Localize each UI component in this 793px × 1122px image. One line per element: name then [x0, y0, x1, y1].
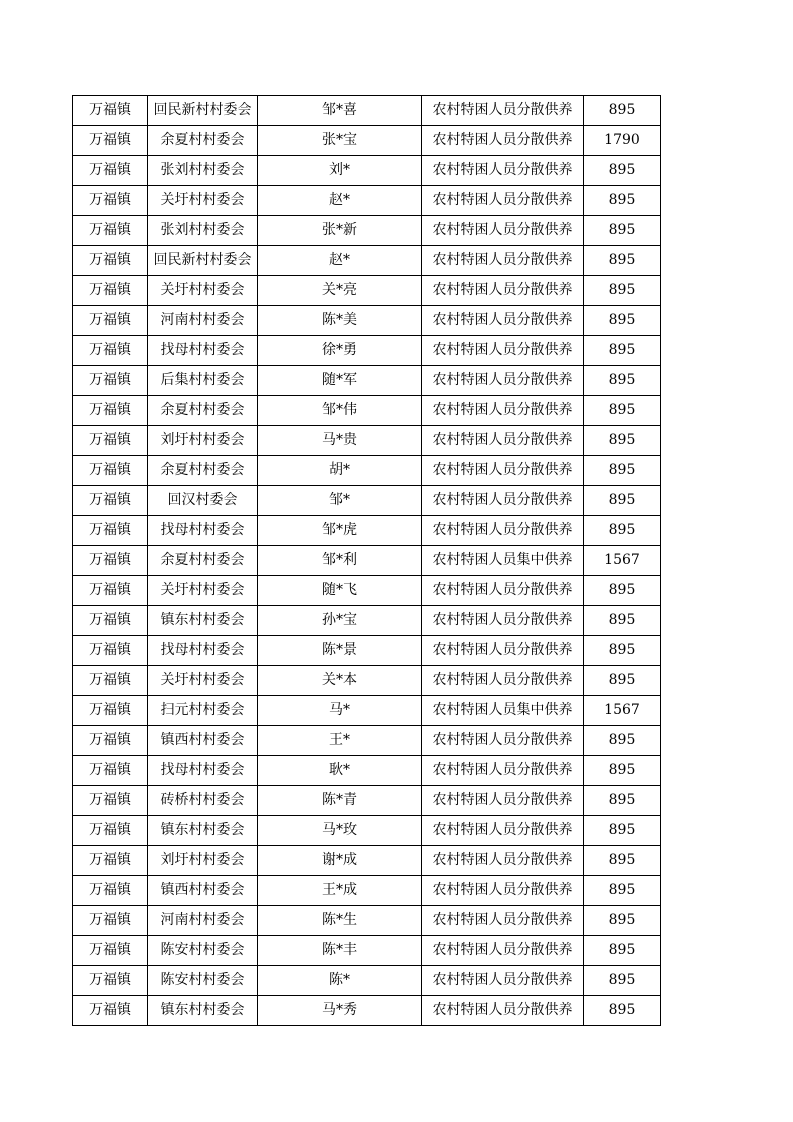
village-cell: 关圩村村委会: [148, 666, 258, 696]
amount-cell: 895: [584, 186, 661, 216]
name-cell: 谢*成: [258, 846, 422, 876]
table-row: [73, 786, 661, 816]
village-cell: 河南村村委会: [148, 306, 258, 336]
amount-cell: 895: [584, 576, 661, 606]
village-cell: 关圩村村委会: [148, 276, 258, 306]
assistance-type-cell: 农村特困人员分散供养: [422, 786, 584, 816]
name-cell: 耿*: [258, 756, 422, 786]
table-row: [73, 606, 661, 636]
assistance-type-cell: 农村特困人员集中供养: [422, 696, 584, 726]
town-cell: 万福镇: [73, 276, 148, 306]
table-row: [73, 576, 661, 606]
name-cell: 邹*: [258, 486, 422, 516]
assistance-type-cell: 农村特困人员分散供养: [422, 366, 584, 396]
table-row: [73, 846, 661, 876]
name-cell: 陈*美: [258, 306, 422, 336]
table-row: [73, 246, 661, 276]
amount-cell: 895: [584, 756, 661, 786]
table-row: [73, 276, 661, 306]
amount-cell: 895: [584, 306, 661, 336]
amount-cell: 895: [584, 456, 661, 486]
village-cell: 张刘村村委会: [148, 216, 258, 246]
name-cell: 马*: [258, 696, 422, 726]
table-row: [73, 336, 661, 366]
town-cell: 万福镇: [73, 936, 148, 966]
name-cell: 王*: [258, 726, 422, 756]
assistance-type-cell: 农村特困人员集中供养: [422, 546, 584, 576]
assistance-type-cell: 农村特困人员分散供养: [422, 726, 584, 756]
table-row: [73, 216, 661, 246]
name-cell: 邹*虎: [258, 516, 422, 546]
table-row: [73, 966, 661, 996]
town-cell: 万福镇: [73, 786, 148, 816]
assistance-type-cell: 农村特困人员分散供养: [422, 816, 584, 846]
amount-cell: 895: [584, 996, 661, 1026]
assistance-type-cell: 农村特困人员分散供养: [422, 996, 584, 1026]
amount-cell: 895: [584, 276, 661, 306]
town-cell: 万福镇: [73, 756, 148, 786]
assistance-type-cell: 农村特困人员分散供养: [422, 966, 584, 996]
assistance-type-cell: 农村特困人员分散供养: [422, 936, 584, 966]
village-cell: 余夏村村委会: [148, 546, 258, 576]
name-cell: 马*秀: [258, 996, 422, 1026]
assistance-type-cell: 农村特困人员分散供养: [422, 876, 584, 906]
town-cell: 万福镇: [73, 576, 148, 606]
town-cell: 万福镇: [73, 606, 148, 636]
amount-cell: 895: [584, 906, 661, 936]
town-cell: 万福镇: [73, 186, 148, 216]
name-cell: 陈*: [258, 966, 422, 996]
village-cell: 刘圩村村委会: [148, 846, 258, 876]
name-cell: 张*宝: [258, 126, 422, 156]
town-cell: 万福镇: [73, 486, 148, 516]
town-cell: 万福镇: [73, 666, 148, 696]
assistance-type-cell: 农村特困人员分散供养: [422, 756, 584, 786]
amount-cell: 1790: [584, 126, 661, 156]
town-cell: 万福镇: [73, 636, 148, 666]
assistance-type-cell: 农村特困人员分散供养: [422, 426, 584, 456]
table-row: [73, 876, 661, 906]
amount-cell: 895: [584, 786, 661, 816]
town-cell: 万福镇: [73, 216, 148, 246]
table-row: [73, 636, 661, 666]
assistance-type-cell: 农村特困人员分散供养: [422, 306, 584, 336]
village-cell: 余夏村村委会: [148, 126, 258, 156]
table-row: [73, 546, 661, 576]
town-cell: 万福镇: [73, 366, 148, 396]
town-cell: 万福镇: [73, 996, 148, 1026]
amount-cell: 895: [584, 846, 661, 876]
village-cell: 扫元村村委会: [148, 696, 258, 726]
amount-cell: 895: [584, 636, 661, 666]
assistance-type-cell: 农村特困人员分散供养: [422, 636, 584, 666]
amount-cell: 895: [584, 366, 661, 396]
amount-cell: 895: [584, 936, 661, 966]
amount-cell: 895: [584, 486, 661, 516]
assistance-type-cell: 农村特困人员分散供养: [422, 396, 584, 426]
name-cell: 陈*丰: [258, 936, 422, 966]
village-cell: 镇东村村委会: [148, 996, 258, 1026]
table-row: [73, 726, 661, 756]
name-cell: 赵*: [258, 186, 422, 216]
town-cell: 万福镇: [73, 156, 148, 186]
assistance-type-cell: 农村特困人员分散供养: [422, 516, 584, 546]
village-cell: 后集村村委会: [148, 366, 258, 396]
village-cell: 余夏村村委会: [148, 396, 258, 426]
village-cell: 陈安村村委会: [148, 936, 258, 966]
village-cell: 镇东村村委会: [148, 816, 258, 846]
assistance-type-cell: 农村特困人员分散供养: [422, 126, 584, 156]
table-row: [73, 696, 661, 726]
town-cell: 万福镇: [73, 546, 148, 576]
name-cell: 孙*宝: [258, 606, 422, 636]
name-cell: 徐*勇: [258, 336, 422, 366]
town-cell: 万福镇: [73, 876, 148, 906]
village-cell: 找母村村委会: [148, 756, 258, 786]
table-row: [73, 96, 661, 126]
name-cell: 张*新: [258, 216, 422, 246]
assistance-type-cell: 农村特困人员分散供养: [422, 906, 584, 936]
name-cell: 随*军: [258, 366, 422, 396]
town-cell: 万福镇: [73, 306, 148, 336]
amount-cell: 895: [584, 336, 661, 366]
assistance-type-cell: 农村特困人员分散供养: [422, 846, 584, 876]
amount-cell: 895: [584, 516, 661, 546]
table-row: [73, 756, 661, 786]
name-cell: 随*飞: [258, 576, 422, 606]
village-cell: 刘圩村村委会: [148, 426, 258, 456]
table-row: [73, 366, 661, 396]
amount-cell: 895: [584, 96, 661, 126]
village-cell: 余夏村村委会: [148, 456, 258, 486]
table-row: [73, 816, 661, 846]
name-cell: 邹*利: [258, 546, 422, 576]
table-row: [73, 516, 661, 546]
town-cell: 万福镇: [73, 246, 148, 276]
assistance-type-cell: 农村特困人员分散供养: [422, 156, 584, 186]
town-cell: 万福镇: [73, 696, 148, 726]
assistance-type-cell: 农村特困人员分散供养: [422, 576, 584, 606]
town-cell: 万福镇: [73, 726, 148, 756]
town-cell: 万福镇: [73, 816, 148, 846]
village-cell: 关圩村村委会: [148, 186, 258, 216]
village-cell: 关圩村村委会: [148, 576, 258, 606]
amount-cell: 895: [584, 426, 661, 456]
town-cell: 万福镇: [73, 906, 148, 936]
amount-cell: 895: [584, 816, 661, 846]
village-cell: 找母村村委会: [148, 516, 258, 546]
assistance-type-cell: 农村特困人员分散供养: [422, 246, 584, 276]
assistance-type-cell: 农村特困人员分散供养: [422, 96, 584, 126]
name-cell: 邹*喜: [258, 96, 422, 126]
name-cell: 关*本: [258, 666, 422, 696]
assistance-type-cell: 农村特困人员分散供养: [422, 606, 584, 636]
town-cell: 万福镇: [73, 456, 148, 486]
amount-cell: 895: [584, 216, 661, 246]
table-row: [73, 456, 661, 486]
village-cell: 镇西村村委会: [148, 726, 258, 756]
assistance-type-cell: 农村特困人员分散供养: [422, 186, 584, 216]
amount-cell: 895: [584, 606, 661, 636]
table-row: [73, 306, 661, 336]
name-cell: 胡*: [258, 456, 422, 486]
assistance-type-cell: 农村特困人员分散供养: [422, 666, 584, 696]
amount-cell: 895: [584, 396, 661, 426]
town-cell: 万福镇: [73, 966, 148, 996]
table-row: [73, 486, 661, 516]
name-cell: 王*成: [258, 876, 422, 906]
amount-cell: 895: [584, 726, 661, 756]
name-cell: 关*亮: [258, 276, 422, 306]
name-cell: 邹*伟: [258, 396, 422, 426]
table-row: [73, 666, 661, 696]
village-cell: 砖桥村村委会: [148, 786, 258, 816]
name-cell: 陈*景: [258, 636, 422, 666]
amount-cell: 1567: [584, 546, 661, 576]
table-row: [73, 186, 661, 216]
village-cell: 陈安村村委会: [148, 966, 258, 996]
name-cell: 马*玫: [258, 816, 422, 846]
village-cell: 张刘村村委会: [148, 156, 258, 186]
name-cell: 陈*青: [258, 786, 422, 816]
assistance-type-cell: 农村特困人员分散供养: [422, 216, 584, 246]
name-cell: 赵*: [258, 246, 422, 276]
name-cell: 马*贵: [258, 426, 422, 456]
town-cell: 万福镇: [73, 96, 148, 126]
name-cell: 刘*: [258, 156, 422, 186]
table-row: [73, 126, 661, 156]
amount-cell: 1567: [584, 696, 661, 726]
town-cell: 万福镇: [73, 396, 148, 426]
assistance-type-cell: 农村特困人员分散供养: [422, 486, 584, 516]
village-cell: 镇西村村委会: [148, 876, 258, 906]
amount-cell: 895: [584, 876, 661, 906]
beneficiary-table: [72, 95, 661, 1026]
table-row: [73, 906, 661, 936]
town-cell: 万福镇: [73, 426, 148, 456]
name-cell: 陈*生: [258, 906, 422, 936]
amount-cell: 895: [584, 966, 661, 996]
assistance-type-cell: 农村特困人员分散供养: [422, 456, 584, 486]
table-row: [73, 936, 661, 966]
village-cell: 回民新村村委会: [148, 96, 258, 126]
town-cell: 万福镇: [73, 516, 148, 546]
town-cell: 万福镇: [73, 336, 148, 366]
table-row: [73, 156, 661, 186]
village-cell: 河南村村委会: [148, 906, 258, 936]
village-cell: 镇东村村委会: [148, 606, 258, 636]
village-cell: 找母村村委会: [148, 636, 258, 666]
table-row: [73, 396, 661, 426]
assistance-type-cell: 农村特困人员分散供养: [422, 276, 584, 306]
table-row: [73, 996, 661, 1026]
town-cell: 万福镇: [73, 126, 148, 156]
table-body: [73, 96, 661, 1026]
table-row: [73, 426, 661, 456]
amount-cell: 895: [584, 246, 661, 276]
assistance-type-cell: 农村特困人员分散供养: [422, 336, 584, 366]
village-cell: 回汉村委会: [148, 486, 258, 516]
village-cell: 找母村村委会: [148, 336, 258, 366]
amount-cell: 895: [584, 156, 661, 186]
amount-cell: 895: [584, 666, 661, 696]
village-cell: 回民新村村委会: [148, 246, 258, 276]
town-cell: 万福镇: [73, 846, 148, 876]
